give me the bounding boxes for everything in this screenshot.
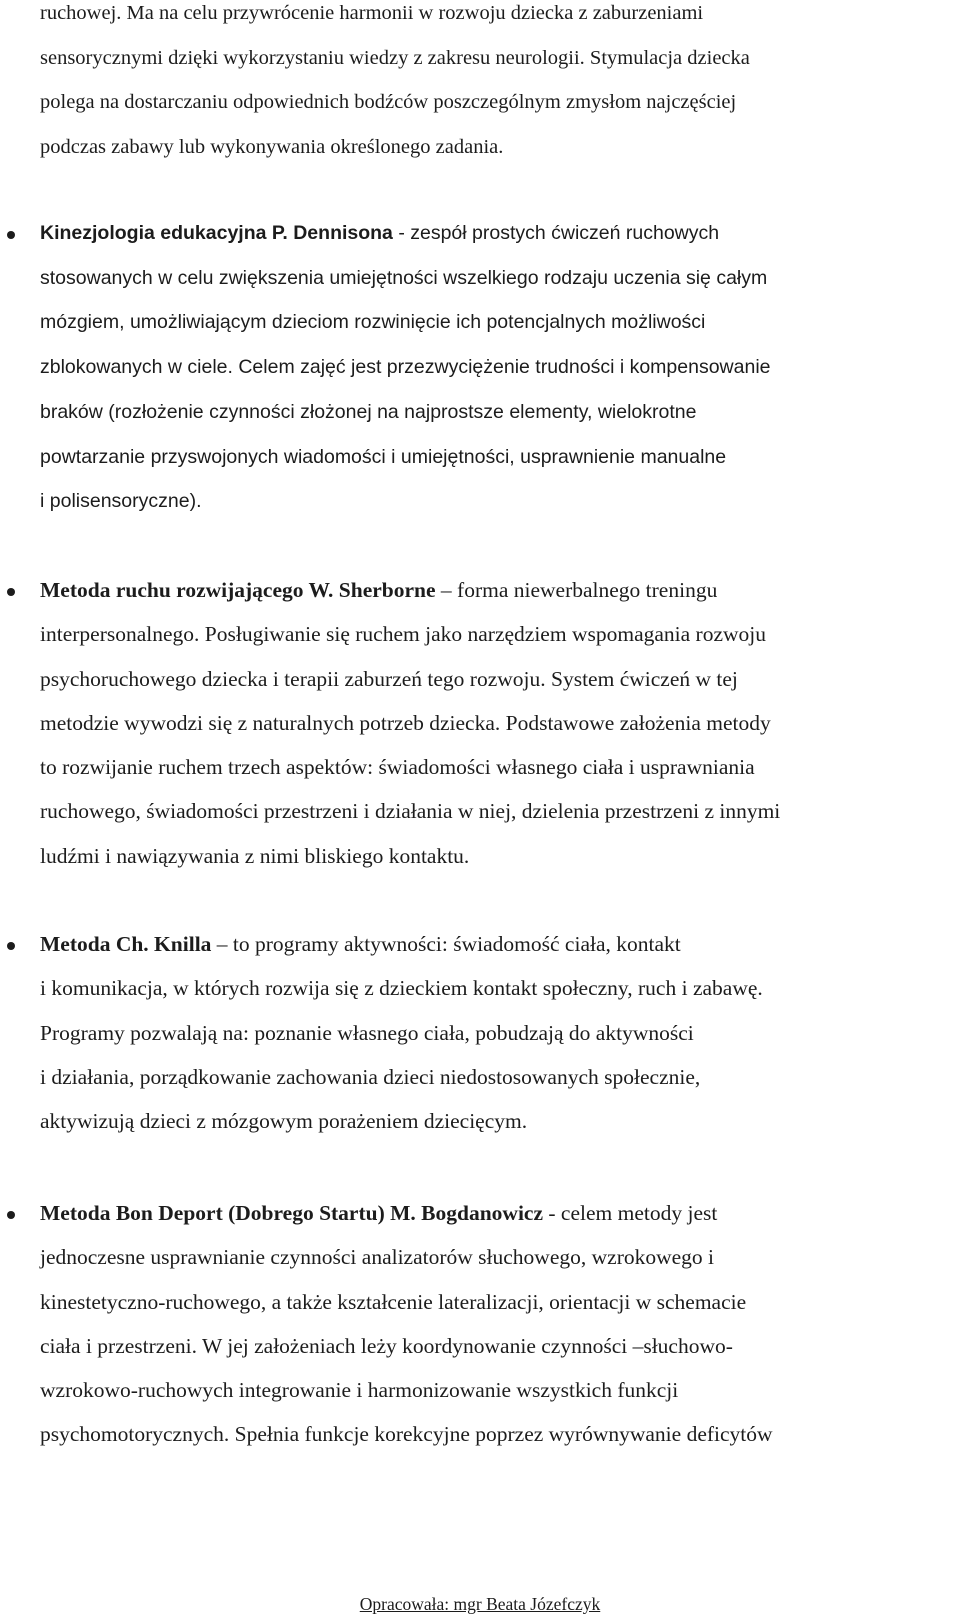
item-text-first: - zespół prostych ćwiczeń ruchowych [392,222,720,244]
intro-paragraph [40,0,945,170]
item-line: psychomotorycznych. Spełnia funkcje korekcyjne poprzez wyrównywanie deficytów [40,1422,773,1447]
item-paragraph [40,922,945,1143]
bullet-icon [7,1211,15,1219]
bullet-icon [7,588,15,596]
footer-author: Opracowała: mgr Beata Józefczyk [359,1594,601,1614]
item-line: stosowanych w celu zwiększenia umiejętności wszelkiego rodzaju uczenia się całym [40,266,768,289]
item-line: i działania, porządkowanie zachowania dzieci niedostosowanych społecznie, [40,1064,701,1089]
item-title: Metoda Ch. Knilla [40,932,212,956]
intro-line: podczas zabawy lub wykonywania określonego zadania. [40,136,504,159]
intro-line: ruchowej. Ma na celu przywrócenie harmonii w rozwoju dziecka z zaburzeniami [40,2,704,24]
item-line: zblokowanych w ciele. Celem zajęć jest przezwyciężenie trudności i kompensowanie [40,356,771,379]
item-paragraph [40,211,945,524]
item-title: Metoda Bon Deport (Dobrego Startu) M. Bogdanowicz [40,1201,544,1225]
item-line: braków (rozłożenie czynności złożonej na najprostsze elementy, wielokrotne [40,400,697,423]
item-line: interpersonalnego. Posługiwanie się ruchem jako narzędziem wspomagania rozwoju [40,622,766,647]
bullet-icon [7,231,15,239]
intro-line: sensorycznymi dzięki wykorzystaniu wiedzy z zakresu neurologii. Stymulacja dziecka [40,46,750,69]
item-paragraph [40,1191,945,1457]
bullet-icon [7,942,15,950]
item-text-first: - celem metody jest [543,1201,718,1225]
item-text-first: – to programy aktywności: świadomość ciała, kontakt [211,932,681,956]
item-line: psychoruchowego dziecka i terapii zaburzeń tego rozwoju. System ćwiczeń w tej [40,666,738,691]
item-line: jednoczesne usprawnianie czynności analizatorów słuchowego, wzrokowego i [40,1245,715,1270]
item-title: Metoda ruchu rozwijającego W. Sherborne [40,578,436,602]
item-line: wzrokowo-ruchowych integrowanie i harmonizowanie wszystkich funkcji [40,1378,679,1403]
item-line: powtarzanie przyswojonych wiadomości i umiejętności, usprawnienie manualne [40,445,727,468]
item-text-first: – forma niewerbalnego treningu [435,578,718,602]
item-line: aktywizują dzieci z mózgowym porażeniem dziecięcym. [40,1109,528,1134]
item-line: to rozwijanie ruchem trzech aspektów: świadomości własnego ciała i usprawniania [40,755,755,780]
item-line: ruchowego, świadomości przestrzeni i działania w niej, dzielenia przestrzeni z innymi [40,799,781,824]
intro-line: polega na dostarczaniu odpowiednich bodźców poszczególnym zmysłom najczęściej [40,91,737,114]
item-line: i komunikacja, w których rozwija się z dzieckiem kontakt społeczny, ruch i zabawę. [40,976,763,1001]
item-paragraph [40,568,945,878]
item-line: Programy pozwalają na: poznanie własnego ciała, pobudzają do aktywności [40,1020,694,1045]
item-line: metodzie wywodzi się z naturalnych potrzeb dziecka. Podstawowe założenia metody [40,710,771,735]
item-line: mózgiem, umożliwiającym dzieciom rozwinięcie ich potencjalnych możliwości [40,311,706,334]
item-line: i polisensoryczne). [40,490,202,513]
item-line: ludźmi i nawiązywania z nimi bliskiego kontaktu. [40,843,470,868]
item-line: ciała i przestrzeni. W jej założeniach leży koordynowanie czynności –słuchowo- [40,1333,733,1358]
item-line: kinestetyczno-ruchowego, a także kształcenie lateralizacji, orientacji w schemacie [40,1289,747,1314]
item-title: Kinezjologia edukacyjna P. Dennisona [40,222,393,244]
